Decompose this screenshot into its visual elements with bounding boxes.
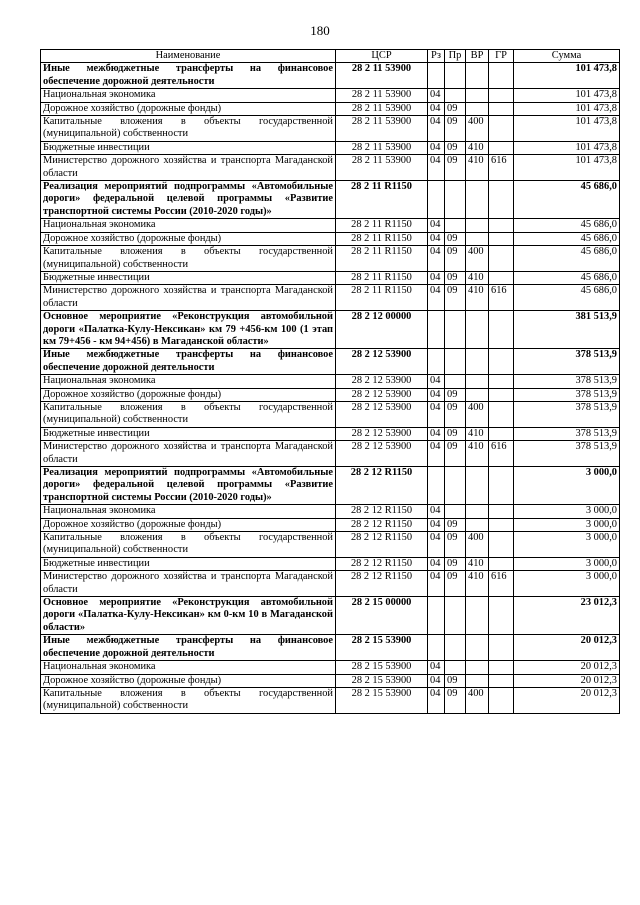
cell-vr [466,518,489,531]
cell-name: Бюджетные инвестиции [41,427,336,440]
cell-rz: 04 [428,89,445,102]
cell-sum: 45 686,0 [514,285,620,311]
cell-pr: 09 [445,285,466,311]
cell-name: Министерство дорожного хозяйства и транспорта Магаданской области [41,285,336,311]
cell-vr: 410 [466,155,489,181]
cell-name: Дорожное хозяйство (дорожные фонды) [41,388,336,401]
cell-rz: 04 [428,219,445,232]
cell-pr [445,635,466,661]
cell-name: Национальная экономика [41,89,336,102]
table-row [41,674,620,687]
cell-gr [489,102,514,115]
cell-sum: 378 513,9 [514,375,620,388]
cell-csr: 28 2 11 53900 [336,141,428,154]
cell-gr [489,232,514,245]
cell-pr [445,63,466,89]
cell-sum: 45 686,0 [514,219,620,232]
cell-name: Основное мероприятие «Реконструкция автомобильной дороги «Палатка-Кулу-Нексикан» км 79 +456-км 100 (1 этап км 79+456 - км 94+456) в Магаданской области» [41,311,336,349]
cell-pr: 09 [445,155,466,181]
header-sum: Сумма [514,50,620,63]
cell-name: Дорожное хозяйство (дорожные фонды) [41,674,336,687]
cell-pr: 09 [445,557,466,570]
cell-pr: 09 [445,518,466,531]
cell-name: Бюджетные инвестиции [41,141,336,154]
cell-vr [466,181,489,219]
cell-sum: 45 686,0 [514,271,620,284]
cell-csr: 28 2 15 53900 [336,674,428,687]
cell-rz: 04 [428,441,445,467]
cell-name: Министерство дорожного хозяйства и транспорта Магаданской области [41,571,336,597]
cell-name: Капитальные вложения в объекты государственной (муниципальной) собственности [41,401,336,427]
cell-vr: 400 [466,687,489,713]
cell-vr [466,388,489,401]
cell-sum: 101 473,8 [514,63,620,89]
cell-sum: 378 513,9 [514,349,620,375]
table-row [41,246,620,272]
cell-sum: 45 686,0 [514,181,620,219]
cell-vr [466,219,489,232]
cell-name: Капитальные вложения в объекты государственной (муниципальной) собственности [41,532,336,558]
cell-csr: 28 2 12 00000 [336,311,428,349]
cell-name: Капитальные вложения в объекты государственной (муниципальной) собственности [41,687,336,713]
table-row [41,141,620,154]
table-row [41,375,620,388]
cell-sum: 45 686,0 [514,232,620,245]
cell-vr: 400 [466,532,489,558]
table-row [41,388,620,401]
cell-rz: 04 [428,518,445,531]
cell-rz: 04 [428,661,445,674]
cell-gr [489,532,514,558]
cell-csr: 28 2 11 R1150 [336,246,428,272]
cell-gr [489,141,514,154]
cell-vr: 410 [466,427,489,440]
cell-gr [489,349,514,375]
cell-csr: 28 2 11 53900 [336,63,428,89]
cell-pr [445,467,466,505]
cell-gr: 616 [489,285,514,311]
cell-gr [489,375,514,388]
cell-csr: 28 2 12 53900 [336,427,428,440]
cell-vr: 410 [466,285,489,311]
cell-gr [489,597,514,635]
cell-sum: 20 012,3 [514,661,620,674]
cell-rz: 04 [428,232,445,245]
cell-pr: 09 [445,116,466,142]
cell-pr: 09 [445,388,466,401]
header-name: Наименование [41,50,336,63]
cell-csr: 28 2 12 R1150 [336,467,428,505]
cell-csr: 28 2 15 53900 [336,635,428,661]
cell-name: Капитальные вложения в объекты государственной (муниципальной) собственности [41,246,336,272]
cell-rz: 04 [428,246,445,272]
cell-name: Реализация мероприятий подпрограммы «Автомобильные дороги» федеральной целевой программы «Развитие транспортной системы России (2010-2020 годы)» [41,467,336,505]
cell-pr: 09 [445,246,466,272]
cell-csr: 28 2 15 53900 [336,687,428,713]
cell-vr: 400 [466,116,489,142]
table-row [41,311,620,349]
cell-gr [489,89,514,102]
cell-vr [466,375,489,388]
cell-pr [445,181,466,219]
cell-gr [489,505,514,518]
cell-name: Бюджетные инвестиции [41,557,336,570]
cell-sum: 20 012,3 [514,674,620,687]
cell-pr: 09 [445,271,466,284]
cell-rz [428,63,445,89]
table-row [41,271,620,284]
cell-sum: 378 513,9 [514,441,620,467]
cell-name: Иные межбюджетные трансферты на финансовое обеспечение дорожной деятельности [41,63,336,89]
cell-sum: 3 000,0 [514,467,620,505]
cell-rz: 04 [428,388,445,401]
cell-name: Национальная экономика [41,505,336,518]
cell-gr: 616 [489,571,514,597]
cell-rz: 04 [428,271,445,284]
header-csr: ЦСР [336,50,428,63]
cell-rz: 04 [428,505,445,518]
table-row [41,155,620,181]
cell-rz [428,635,445,661]
table-row [41,285,620,311]
cell-sum: 3 000,0 [514,518,620,531]
cell-name: Иные межбюджетные трансферты на финансовое обеспечение дорожной деятельности [41,635,336,661]
table-row [41,401,620,427]
cell-rz: 04 [428,375,445,388]
cell-sum: 3 000,0 [514,532,620,558]
cell-sum: 378 513,9 [514,401,620,427]
cell-vr: 410 [466,141,489,154]
cell-csr: 28 2 11 R1150 [336,181,428,219]
table-row [41,518,620,531]
cell-vr: 400 [466,246,489,272]
cell-name: Министерство дорожного хозяйства и транспорта Магаданской области [41,155,336,181]
cell-sum: 101 473,8 [514,89,620,102]
cell-rz: 04 [428,557,445,570]
cell-pr: 09 [445,141,466,154]
cell-rz: 04 [428,427,445,440]
cell-pr [445,505,466,518]
cell-rz: 04 [428,141,445,154]
cell-vr [466,467,489,505]
cell-pr [445,311,466,349]
table-row [41,635,620,661]
table-row [41,661,620,674]
cell-sum: 378 513,9 [514,388,620,401]
cell-gr: 616 [489,441,514,467]
cell-pr [445,89,466,102]
cell-name: Дорожное хозяйство (дорожные фонды) [41,232,336,245]
table-row [41,219,620,232]
cell-sum: 381 513,9 [514,311,620,349]
cell-gr [489,181,514,219]
cell-vr [466,232,489,245]
table-row [41,467,620,505]
table-row [41,505,620,518]
cell-csr: 28 2 12 R1150 [336,518,428,531]
cell-csr: 28 2 12 R1150 [336,532,428,558]
cell-csr: 28 2 11 53900 [336,89,428,102]
cell-gr [489,388,514,401]
cell-csr: 28 2 11 R1150 [336,271,428,284]
cell-gr [489,557,514,570]
cell-vr: 410 [466,441,489,467]
cell-csr: 28 2 12 R1150 [336,505,428,518]
cell-csr: 28 2 11 53900 [336,102,428,115]
cell-gr [489,116,514,142]
table-row [41,557,620,570]
cell-name: Бюджетные инвестиции [41,271,336,284]
cell-gr [489,219,514,232]
cell-name: Основное мероприятие «Реконструкция автомобильной дороги «Палатка-Кулу-Нексикан» км 0-км 10 в Магаданской области» [41,597,336,635]
cell-rz: 04 [428,401,445,427]
table-row [41,102,620,115]
header-vr: ВР [466,50,489,63]
cell-rz [428,467,445,505]
cell-gr [489,467,514,505]
cell-gr [489,63,514,89]
cell-rz [428,181,445,219]
cell-csr: 28 2 11 53900 [336,155,428,181]
table-row [41,597,620,635]
cell-rz: 04 [428,102,445,115]
cell-name: Министерство дорожного хозяйства и транспорта Магаданской области [41,441,336,467]
cell-vr [466,661,489,674]
cell-vr [466,89,489,102]
cell-sum: 101 473,8 [514,141,620,154]
cell-csr: 28 2 12 53900 [336,388,428,401]
cell-vr [466,311,489,349]
header-pr: Пр [445,50,466,63]
cell-pr: 09 [445,532,466,558]
cell-rz: 04 [428,674,445,687]
header-rz: Рз [428,50,445,63]
table-row [41,441,620,467]
cell-csr: 28 2 12 53900 [336,441,428,467]
table-body [41,63,620,713]
cell-name: Дорожное хозяйство (дорожные фонды) [41,102,336,115]
cell-gr [489,687,514,713]
cell-vr: 410 [466,271,489,284]
cell-gr [489,427,514,440]
cell-vr: 400 [466,401,489,427]
cell-vr [466,635,489,661]
cell-rz [428,597,445,635]
cell-sum: 101 473,8 [514,102,620,115]
cell-rz: 04 [428,571,445,597]
cell-gr [489,518,514,531]
cell-pr [445,349,466,375]
cell-sum: 45 686,0 [514,246,620,272]
cell-csr: 28 2 11 53900 [336,116,428,142]
table-row [41,116,620,142]
table-row [41,571,620,597]
cell-csr: 28 2 11 R1150 [336,219,428,232]
table-row [41,181,620,219]
cell-sum: 3 000,0 [514,505,620,518]
cell-rz: 04 [428,116,445,142]
cell-name: Реализация мероприятий подпрограммы «Автомобильные дороги» федеральной целевой программы «Развитие транспортной системы России (2010-2020 годы)» [41,181,336,219]
cell-rz: 04 [428,687,445,713]
cell-pr: 09 [445,441,466,467]
cell-vr [466,63,489,89]
cell-pr [445,597,466,635]
cell-rz: 04 [428,532,445,558]
cell-gr [489,246,514,272]
cell-sum: 101 473,8 [514,116,620,142]
cell-vr [466,597,489,635]
table-row [41,232,620,245]
cell-sum: 3 000,0 [514,557,620,570]
cell-vr: 410 [466,571,489,597]
table-row [41,532,620,558]
cell-pr: 09 [445,674,466,687]
cell-csr: 28 2 15 00000 [336,597,428,635]
cell-name: Иные межбюджетные трансферты на финансовое обеспечение дорожной деятельности [41,349,336,375]
cell-pr [445,375,466,388]
cell-csr: 28 2 12 53900 [336,401,428,427]
cell-csr: 28 2 11 R1150 [336,285,428,311]
table-row [41,63,620,89]
cell-gr [489,661,514,674]
cell-name: Национальная экономика [41,375,336,388]
cell-pr: 09 [445,427,466,440]
cell-sum: 20 012,3 [514,687,620,713]
cell-name: Национальная экономика [41,661,336,674]
table-row [41,89,620,102]
table-row [41,349,620,375]
cell-csr: 28 2 12 R1150 [336,557,428,570]
cell-vr [466,674,489,687]
cell-pr: 09 [445,102,466,115]
cell-pr [445,219,466,232]
page-number: 180 [310,23,330,38]
cell-gr [489,674,514,687]
cell-sum: 101 473,8 [514,155,620,181]
table-row [41,427,620,440]
cell-sum: 3 000,0 [514,571,620,597]
cell-gr [489,635,514,661]
cell-rz: 04 [428,155,445,181]
cell-vr: 410 [466,557,489,570]
cell-csr: 28 2 12 53900 [336,349,428,375]
cell-vr [466,349,489,375]
cell-vr [466,102,489,115]
cell-pr: 09 [445,687,466,713]
cell-rz: 04 [428,285,445,311]
cell-pr: 09 [445,401,466,427]
cell-rz [428,349,445,375]
cell-gr [489,271,514,284]
cell-vr [466,505,489,518]
cell-name: Национальная экономика [41,219,336,232]
cell-gr [489,311,514,349]
cell-csr: 28 2 12 53900 [336,375,428,388]
cell-sum: 20 012,3 [514,635,620,661]
cell-csr: 28 2 11 R1150 [336,232,428,245]
cell-gr [489,401,514,427]
cell-sum: 378 513,9 [514,427,620,440]
cell-pr: 09 [445,232,466,245]
budget-table [40,49,620,714]
header-gr: ГР [489,50,514,63]
cell-gr: 616 [489,155,514,181]
table-header-row [41,50,620,63]
cell-sum: 23 012,3 [514,597,620,635]
table-row [41,687,620,713]
cell-pr: 09 [445,571,466,597]
cell-csr: 28 2 15 53900 [336,661,428,674]
cell-rz [428,311,445,349]
cell-pr [445,661,466,674]
cell-csr: 28 2 12 R1150 [336,571,428,597]
cell-name: Капитальные вложения в объекты государственной (муниципальной) собственности [41,116,336,142]
cell-name: Дорожное хозяйство (дорожные фонды) [41,518,336,531]
